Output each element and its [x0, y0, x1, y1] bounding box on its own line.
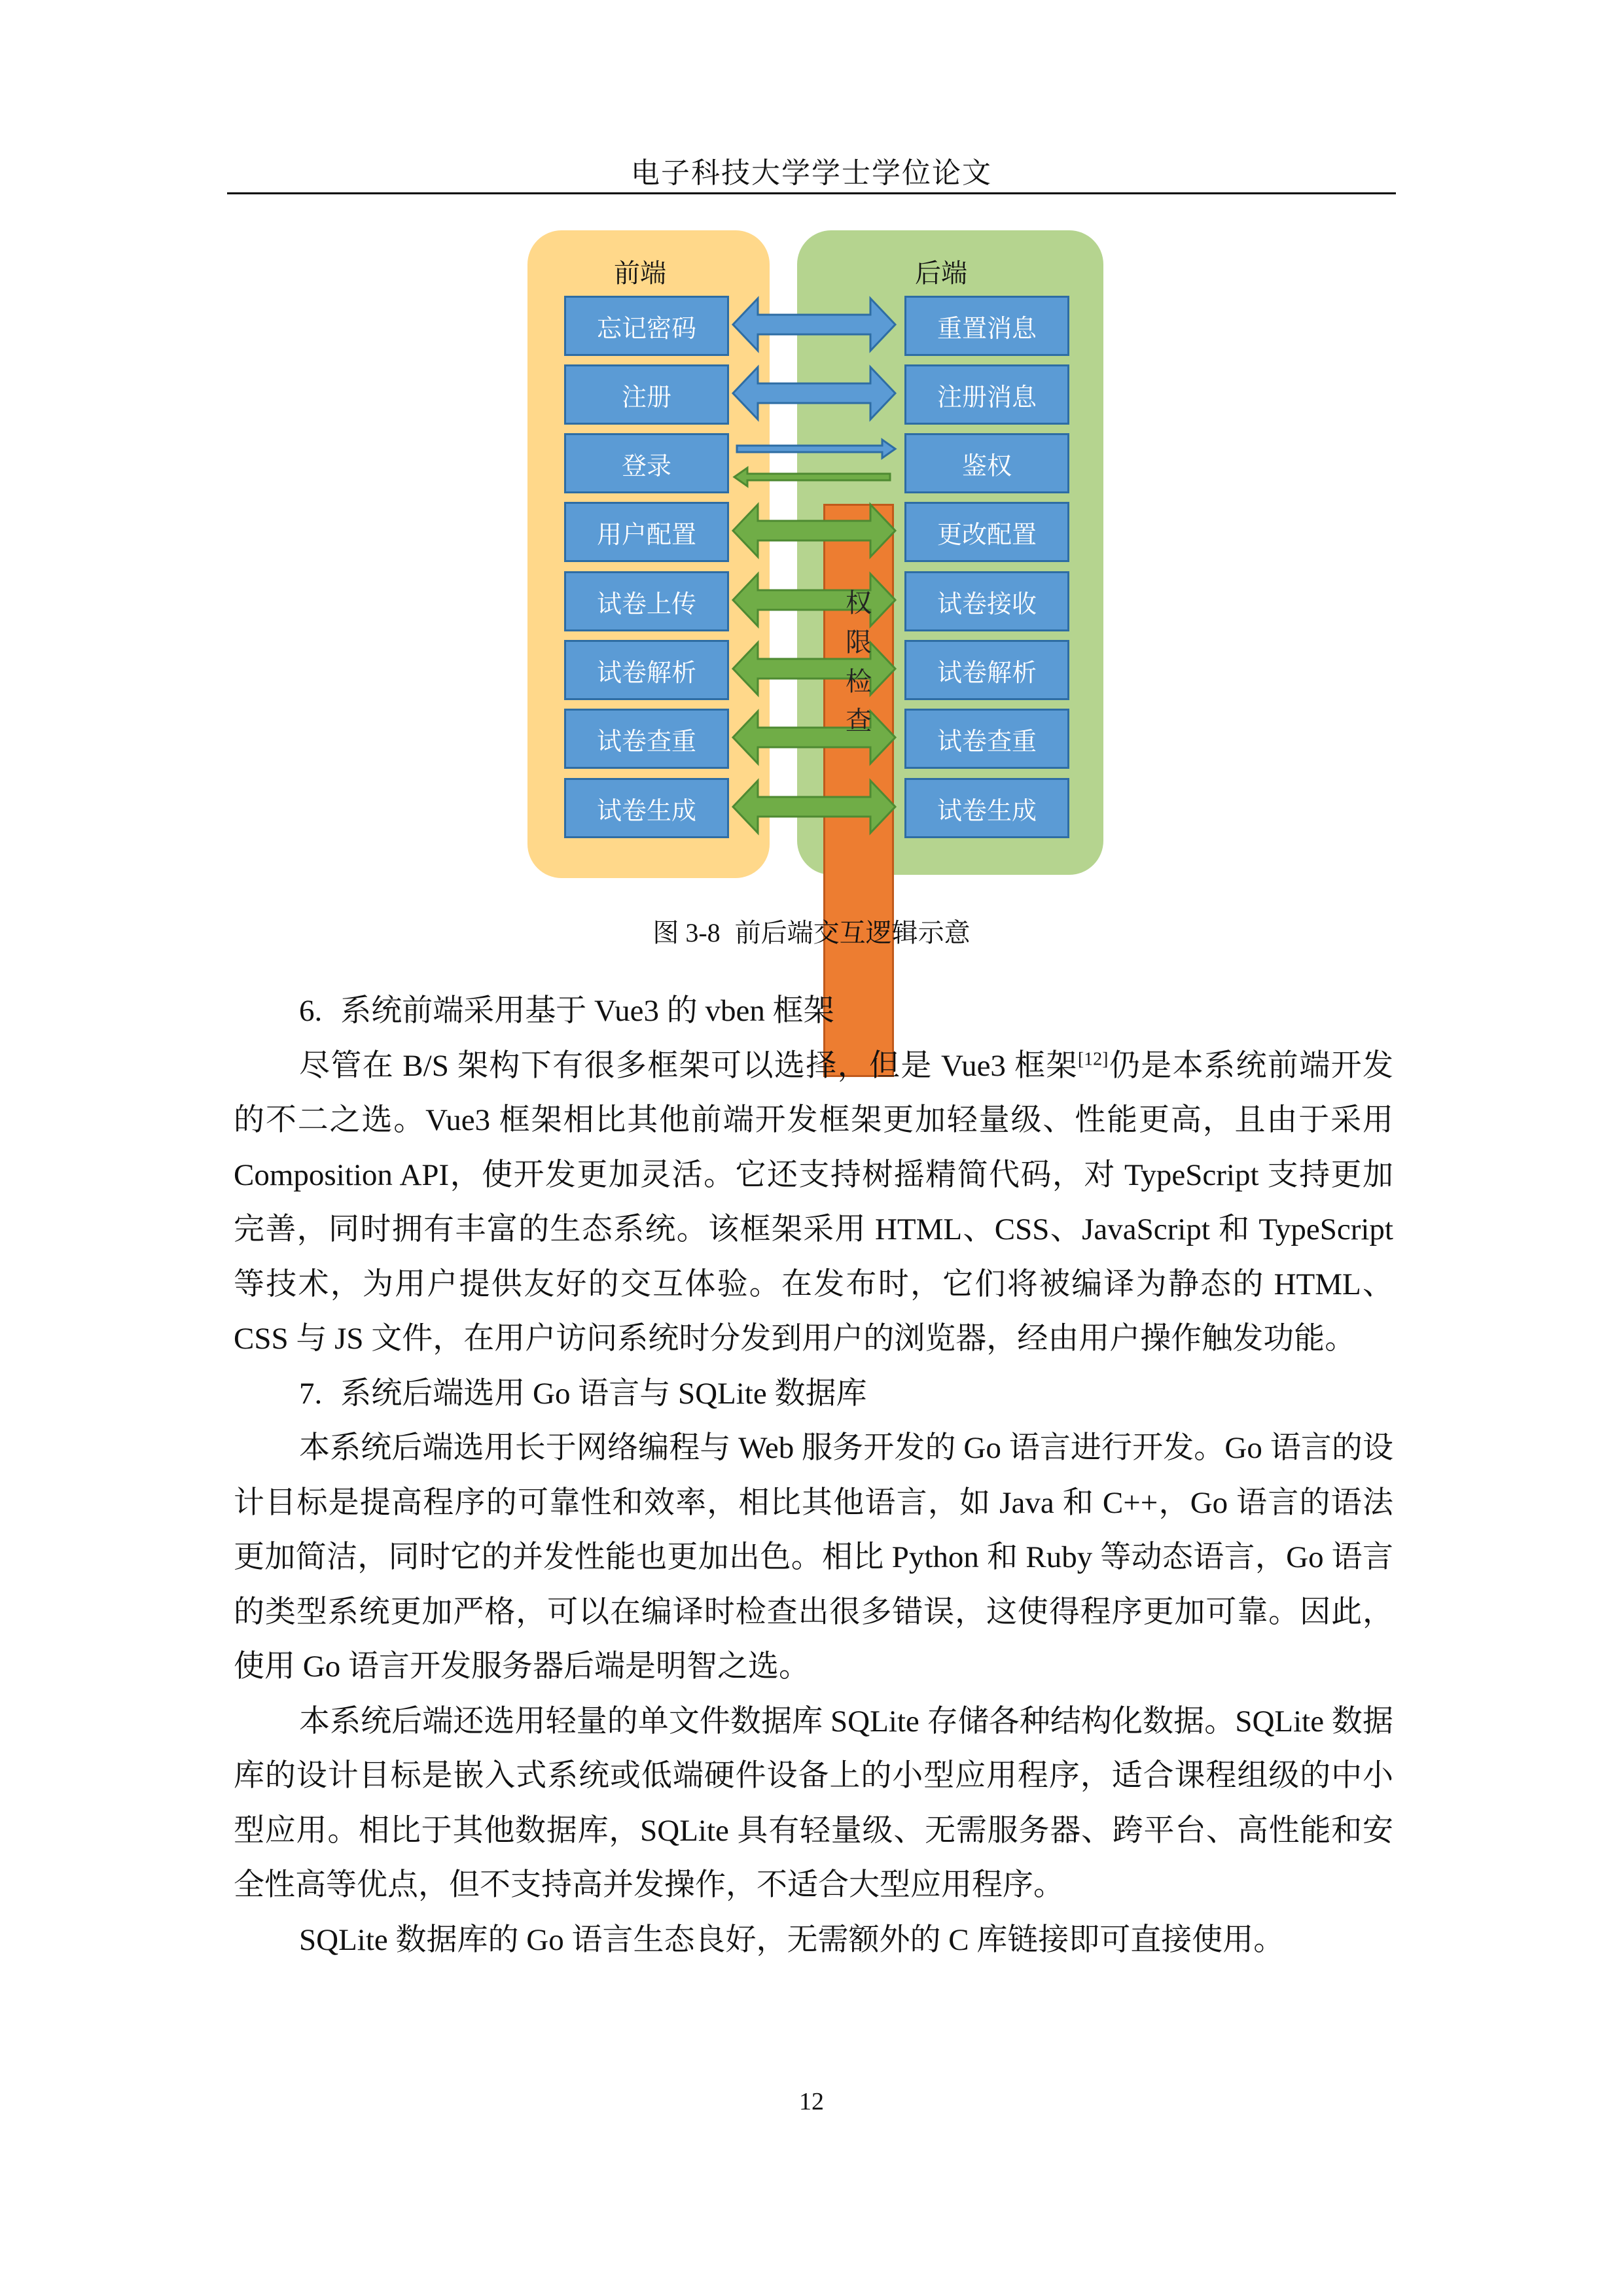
- frontend-box-forgot-password: 忘记密码: [564, 296, 729, 356]
- body-text: [234, 984, 1393, 1968]
- frontend-box-paper-dedup: 试卷查重: [564, 709, 729, 769]
- frontend-box-register: 注册: [564, 364, 729, 425]
- header-rule: [227, 192, 1396, 194]
- double-arrow-forgot-password: [733, 298, 895, 351]
- frontend-title: 前端: [614, 258, 666, 289]
- arrow-login-to-auth: [737, 440, 895, 458]
- running-header: 电子科技大学学士学位论文: [631, 157, 992, 189]
- permission-check-label: [823, 584, 894, 741]
- citation-ref: [12]: [1077, 1048, 1109, 1069]
- section-heading: [234, 984, 1393, 1039]
- permission-char: 限: [846, 627, 872, 658]
- figure-caption: [0, 912, 1623, 949]
- backend-box-paper-parse: 试卷解析: [904, 640, 1069, 700]
- section-heading: [234, 1367, 1393, 1422]
- frontend-box-paper-upload: 试卷上传: [564, 571, 729, 631]
- double-arrow-register: [733, 367, 895, 419]
- caption-number: 图 3-8: [652, 918, 721, 947]
- section-title: 系统后端选用 Go 语言与 SQLite 数据库: [340, 1376, 867, 1411]
- paragraph-text: 仍是本系统前端开发的不二之选。Vue3 框架相比其他前端开发框架更加轻量级、性能更高，且由于采用 Composition API，使开发更加灵活。它还支持树摇精简代码，对 TypeScript 支持更加完善，同时拥有丰富的生态系统。该框架采用 HTML、CSS、JavaScript 和 TypeScript 等技术，为用户提供友好的交互体验。在发布时，它们将被编译为静态的 HTML、CSS 与 JS 文件，在用户访问系统时分发到用户的浏览器，经由用户操作触发功能。: [234, 1048, 1393, 1356]
- paragraph-text: 尽管在 B/S 架构下有很多框架可以选择，但是 Vue3 框架: [299, 1048, 1078, 1083]
- paragraph: 本系统后端还选用轻量的单文件数据库 SQLite 存储各种结构化数据。SQLite 数据库的设计目标是嵌入式系统或低端硬件设备上的小型应用程序，适合课程组级的中小型应用。相比于其他数据库，SQLite 具有轻量级、无需服务器、跨平台、高性能和安全性高等优点，但不支持高并发操作，不适合大型应用程序。: [234, 1704, 1393, 1902]
- backend-box-auth: 鉴权: [904, 433, 1069, 493]
- paragraph: [234, 1039, 1393, 1367]
- double-arrow-paper-generate: [733, 781, 895, 833]
- frontend-box-paper-parse: 试卷解析: [564, 640, 729, 700]
- frontend-backend-diagram: [527, 230, 1103, 878]
- permission-char: 权: [846, 588, 872, 618]
- caption-text: 前后端交互逻辑示意: [734, 918, 971, 947]
- backend-box-paper-receive: 试卷接收: [904, 571, 1069, 631]
- frontend-box-user-config: 用户配置: [564, 502, 729, 562]
- arrow-auth-to-login: [734, 468, 890, 486]
- permission-char: 检: [846, 667, 872, 697]
- backend-box-change-config: 更改配置: [904, 502, 1069, 562]
- backend-box-paper-dedup: 试卷查重: [904, 709, 1069, 769]
- section-number: 7.: [299, 1376, 323, 1411]
- frontend-box-paper-generate: 试卷生成: [564, 778, 729, 838]
- backend-title: 后端: [915, 258, 967, 289]
- frontend-box-login: 登录: [564, 433, 729, 493]
- paragraph: 本系统后端选用长于网络编程与 Web 服务开发的 Go 语言进行开发。Go 语言的设计目标是提高程序的可靠性和效率，相比其他语言，如 Java 和 C++，Go 语言的语法更加简洁，同时它的并发性能也更加出色。相比 Python 和 Ruby 等动态语言，Go 语言的类型系统更加严格，可以在编译时检查出很多错误，这使得程序更加可靠。因此，使用 Go 语言开发服务器后端是明智之选。: [234, 1431, 1393, 1684]
- section-number: 6.: [299, 994, 323, 1028]
- page-number: 12: [799, 2088, 824, 2115]
- section-title: 系统前端采用基于 Vue3 的 vben 框架: [340, 994, 834, 1028]
- backend-box-register-message: 注册消息: [904, 364, 1069, 425]
- backend-box-paper-generate: 试卷生成: [904, 778, 1069, 838]
- double-arrow-user-config: [733, 504, 895, 557]
- permission-char: 查: [846, 706, 872, 736]
- backend-box-reset-message: 重置消息: [904, 296, 1069, 356]
- paragraph: SQLite 数据库的 Go 语言生态良好，无需额外的 C 库链接即可直接使用。: [299, 1922, 1285, 1957]
